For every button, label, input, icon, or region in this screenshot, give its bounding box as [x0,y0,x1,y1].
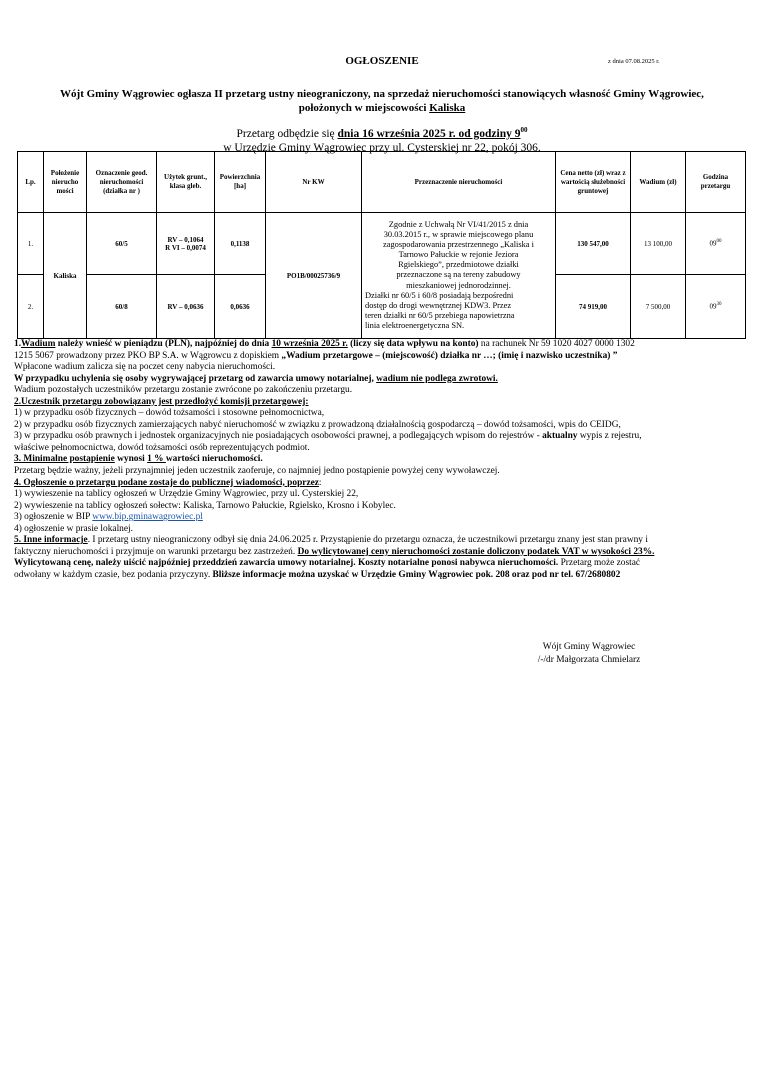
purpose-extra-line: dostęp do drogi wewnętrznej KDW3. Przez [365,300,512,310]
intro-line-2-prefix: położonych w miejscowości [298,102,430,114]
purpose-extra-line: Działki nr 60/5 i 60/8 posiadają bezpośredni [365,290,514,300]
row1-use [157,213,215,275]
deposit-paragraph-5: Wadium pozostałych uczestników przetargu zostanie zwrócone po zakończeniu przetargu. [14,385,353,396]
section-4-item-1: 1) wywieszenie na tablicy ogłoszeń w Urzędzie Gminy Wągrowiec, przy ul. Cysterskiej 22, [14,489,359,500]
deposit-paragraph-2 [14,351,754,363]
header-location: Położenie nierucho mości [44,152,87,213]
row1-hour-value: 09 [709,239,717,248]
table-row [18,213,746,275]
deposit-note: (liczy się data wpływu na konto) [347,339,479,349]
row1-area: 0,1138 [215,213,266,275]
section-5-cancel: Przetarg może zostać [558,558,641,569]
header-purpose: Przeznaczenie nieruchomości [362,152,556,213]
header-deposit: Wadium (zł) [631,152,686,213]
section-2-item-2: 2) w przypadku osób fizycznych zamierzających nabyć nieruchomość w związku z prowadzoną działalnością gospodarczą – dowód tożsamości, wpis do CEIDG, [14,419,621,430]
section-4-heading: 4. Ogłoszenie o przetargu podane zostaje do publicznej wiadomości, poprzez [14,477,319,488]
deposit-deadline-date: 10 września 2025 r. [271,339,348,349]
row2-price: 74 919,00 [556,275,631,339]
table-header-row [18,152,746,213]
section-5-line-2 [14,547,754,559]
section-5-cancel-end: odwołany w każdym czasie, bez podania przyczyny. [14,569,213,580]
section-2-item-3-text: 3) w przypadku osób prawnych i jednostek organizacyjnych nie posiadających osobowości prawnej, a podlegających wpisom do rejestrów - [14,431,543,442]
section-3-body: Przetarg będzie ważny, jeżeli przynajmniej jeden uczestnik zaoferuje, co najmniej jedno postąpienie powyżej ceny wywoławczej. [14,466,500,477]
header-area: Powierzchnia [ha] [215,152,266,213]
header-designation: Oznaczenie geod. nieruchomości (działka nr ) [87,152,157,213]
property-table [17,151,746,339]
section-4-item-3-text: 3) ogłoszenie w BIP [14,512,93,523]
section-3-end: wartości nieruchomości. [165,454,263,465]
header-hour: Godzina przetargu [686,152,746,213]
terms-body [14,339,754,581]
section-4-item-4: 4) ogłoszenie w prasie lokalnej. [14,523,133,534]
schedule-date-time: dnia 16 września 2025 r. od godziny 9 [337,127,521,140]
section-3-title [14,454,754,466]
section-5-text: . I przetarg ustny nieograniczony odbył się dnia 24.06.2025 r. Przystąpienie do przetargu oznacza, że uczestnikowi przetargu znany jest stan prawny i [87,535,648,546]
section-5-contact: Bliższe informacje można uzyskać w Urzędzie Gminy Wągrowiec pok. 208 oraz pod nr tel. 67/2680802 [212,569,621,580]
deposit-reference: „Wadium przetargowe – (miejscowość) działka nr …; (imię i nazwisko uczestnika) ” [281,350,618,361]
kw-cell: PO1B/00025736/9 [266,213,362,339]
forfeit-text: W przypadku uchylenia się osoby wygrywającej przetarg od zawarcia umowy notarialnej, [14,373,377,384]
section-4-item-2: 2) wywieszenie na tablicy ogłoszeń sołectw: Kaliska, Tarnowo Pałuckie, Rgielsko, Krosno i Kobylec. [14,500,396,511]
section-3-percent: 1 % [147,454,166,465]
row2-plot: 60/8 [87,275,157,339]
section-2-item-3-end: wypis z rejestru, [577,431,642,442]
bip-link[interactable]: www.bip.gminawagrowiec.pl [92,512,203,523]
row1-use-line-2: R VI – 0,0074 [165,243,206,252]
header-kw: Nr KW [266,152,362,213]
purpose-line: przeznaczone są na tereny zabudowy [396,270,521,280]
purpose-extra-line: teren działki nr 60/5 przebiega napowietrzna [365,310,515,320]
row2-area: 0,0636 [215,275,266,339]
section-5-conditions: faktyczny nieruchomości i przyjmuje on warunki przetargu bez zastrzeżeń. [14,546,298,557]
section-4-title [14,478,754,490]
deposit-term: Wadium [21,339,56,349]
section-3-heading: 3. Minimalne postąpienie [14,454,115,465]
purpose-line: Rgielskiego”, przedmiotowe działki [398,260,519,270]
section-4-colon: : [318,477,322,488]
document-date: z dnia 07.08.2025 r. [608,58,660,65]
purpose-extra-line: linia elektroenergetyczna SN. [365,320,465,330]
deposit-account: na rachunek Nr 59 1020 4027 0000 1302 [478,339,635,349]
section-1-number: 1. [14,339,22,349]
row1-price: 130 547,00 [556,213,631,275]
row1-deposit: 13 100,00 [631,213,686,275]
purpose-line: 30.03.2015 r., w sprawie miejscowego planu [383,230,534,240]
row1-hour-sup: 00 [716,239,722,245]
schedule-hour-sup: 00 [520,126,528,134]
row2-lp: 2. [18,275,44,339]
deposit-deadline-text: należy wnieść w pieniądzu (PLN), najpóźniej do dnia [55,339,272,349]
signature-title: Wójt Gminy Wągrowiec [542,642,636,652]
section-3-text: wynosi [114,454,148,465]
row2-hour-value: 09 [709,302,717,311]
forfeit-term: wadium nie podlega zwrotowi. [376,373,498,384]
purpose-line: Tarnowo Pałuckie w rejonie Jeziora [398,250,519,260]
row2-hour-sup: 30 [716,302,722,308]
intro-line-1: Wójt Gminy Wągrowiec ogłasza II przetarg ustny nieograniczony, na sprzedaż nieruchomości stanowiących własność Gminy Wągrowiec, [60,88,704,100]
section-2-heading: 2.Uczestnik przetargu zobowiązany jest przedłożyć komisji przetargowej: [14,396,309,407]
section-5-line-1 [14,535,754,547]
schedule-location: w Urzędzie Gminy Wągrowiec przy ul. Cysterskiej nr 22, pokój 306. [223,141,541,154]
section-2-item-3-cont: właściwe pełnomocnictwa, dowód tożsamości osób reprezentujących podmiot. [14,442,310,453]
purpose-line: mieszkaniowej jednorodzinnej. [406,280,511,290]
section-5-payment: Wylicytowaną cenę, należy uiścić najpóźniej przeddzień zawarcia umowy notarialnej. Koszty notarialne ponosi nabywca nieruchomości. [14,558,559,569]
section-2-item-1: 1) w przypadku osób fizycznych – dowód tożsamości i stosowne pełnomocnictwa, [14,408,325,419]
row2-deposit: 7 500,00 [631,275,686,339]
row1-plot: 60/5 [87,213,157,275]
signature-name: /-/dr Małgorzata Chmielarz [537,655,641,665]
purpose-cell [362,213,556,339]
deposit-paragraph [14,339,754,351]
announcement-intro [20,87,744,115]
deposit-paragraph-4 [14,374,754,386]
row2-use: RV – 0,0636 [157,275,215,339]
section-4-item-3 [14,512,754,524]
header-lp: Lp. [18,152,44,213]
section-2-item-3-bold: aktualny [542,431,578,442]
deposit-bank: 1215 5067 prowadzony przez PKO BP S.A. w Wągrowcu z dopiskiem [14,350,282,361]
row2-hour [686,275,746,339]
section-2-title [14,397,754,409]
row1-use-line-1: RV – 0,1064 [167,235,204,244]
schedule-prefix: Przetarg odbędzie się [236,127,338,140]
section-5-vat: Do wylicytowanej ceny nieruchomości zostanie doliczony podatek VAT w wysokości 23%. [297,546,655,557]
deposit-paragraph-3: Wpłacone wadium zalicza się na poczet ceny nabycia nieruchomości. [14,362,276,373]
header-price: Cena netto (zł) wraz z wartością służebności gruntowej [556,152,631,213]
section-5-heading: 5. Inne informacje [14,535,88,546]
section-2-item-3 [14,431,754,443]
header-use: Użytek grunt., klasa gleb. [157,152,215,213]
purpose-line: zagospodarowania przestrzennego „Kaliska i [383,240,534,250]
location-cell: Kaliska [44,213,87,339]
row1-hour [686,213,746,275]
section-5-line-4 [14,570,754,582]
intro-place: Kaliska [429,102,466,114]
document-title: OGŁOSZENIE [345,55,419,67]
section-5-line-3 [14,558,754,570]
purpose-line: Zgodnie z Uchwałą Nr VI/41/2015 z dnia [388,219,529,229]
row1-lp: 1. [18,213,44,275]
